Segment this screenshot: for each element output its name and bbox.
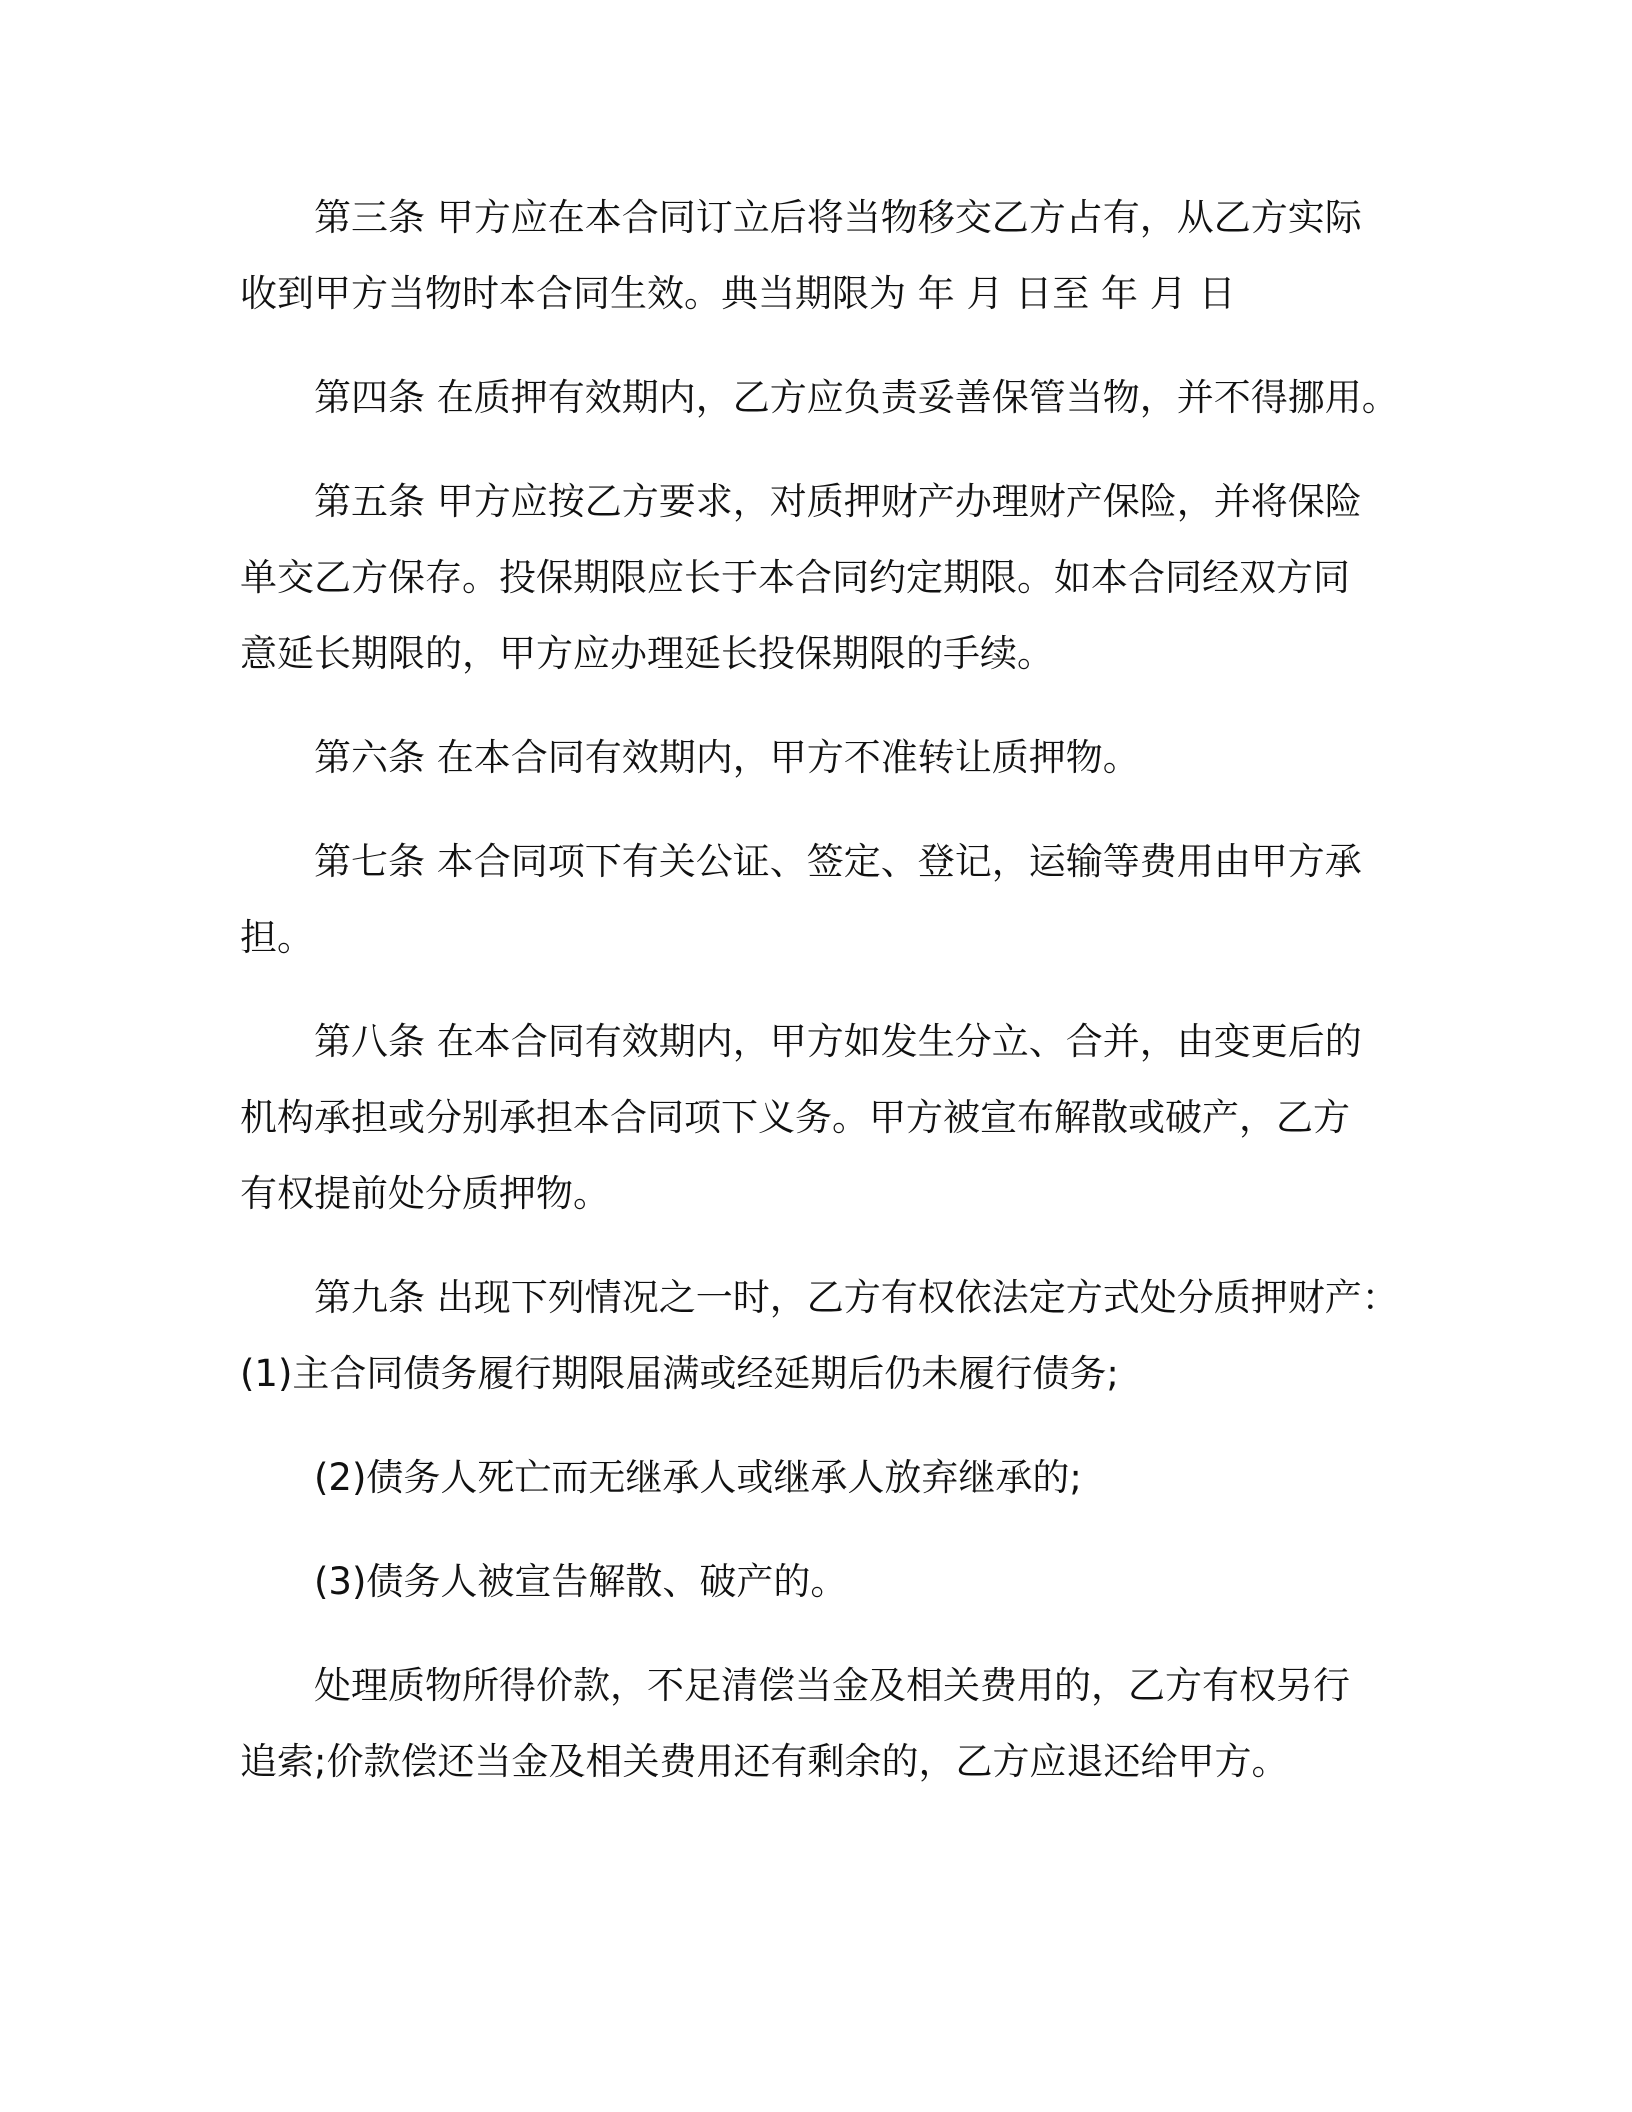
article-9-paragraph: [240, 1260, 1399, 1412]
article-7-paragraph: [240, 824, 1390, 976]
article-3-paragraph: [240, 180, 1390, 332]
text-line: 第七条 本合同项下有关公证、签定、登记，运输等费用由甲方承: [314, 840, 1362, 883]
text-line: 第五条 甲方应按乙方要求，对质押财产办理财产保险，并将保险: [314, 480, 1362, 523]
article-8-paragraph: [240, 1004, 1390, 1232]
article-5-paragraph: [240, 464, 1390, 692]
text-line: 追索;价款偿还当金及相关费用还有剩余的，乙方应退还给甲方。: [240, 1740, 1289, 1783]
text-line: (1)主合同债务履行期限届满或经延期后仍未履行债务;: [240, 1352, 1119, 1395]
article-6-paragraph: [240, 720, 1390, 796]
text-line: 第八条 在本合同有效期内，甲方如发生分立、合并，由变更后的: [314, 1020, 1362, 1063]
article-4-paragraph: [240, 360, 1399, 436]
text-line: (2)债务人死亡而无继承人或继承人放弃继承的;: [314, 1456, 1082, 1499]
text-line: 第三条 甲方应在本合同订立后将当物移交乙方占有，从乙方实际: [314, 196, 1362, 239]
text-line: 单交乙方保存。投保期限应长于本合同约定期限。如本合同经双方同: [240, 556, 1350, 599]
text-line: 处理质物所得价款，不足清偿当金及相关费用的，乙方有权另行: [314, 1664, 1350, 1707]
text-line: 第九条 出现下列情况之一时，乙方有权依法定方式处分质押财产：: [314, 1276, 1399, 1319]
text-line: 第四条 在质押有效期内，乙方应负责妥善保管当物，并不得挪用。: [314, 376, 1399, 419]
disposal-clause-paragraph: [240, 1648, 1390, 1800]
text-line: (3)债务人被宣告解散、破产的。: [314, 1560, 848, 1603]
text-line: 机构承担或分别承担本合同项下义务。甲方被宣布解散或破产，乙方: [240, 1096, 1350, 1139]
item-3-paragraph: [240, 1544, 1390, 1620]
text-line: 第六条 在本合同有效期内，甲方不准转让质押物。: [314, 736, 1140, 779]
document-body: [240, 180, 1399, 1828]
text-line: 有权提前处分质押物。: [240, 1172, 610, 1215]
text-line: 担。: [240, 916, 314, 959]
text-line: 意延长期限的，甲方应办理延长投保期限的手续。: [240, 632, 1054, 675]
text-line: 收到甲方当物时本合同生效。典当期限为 年 月 日至 年 月 日: [240, 272, 1236, 315]
item-2-paragraph: [240, 1440, 1390, 1516]
